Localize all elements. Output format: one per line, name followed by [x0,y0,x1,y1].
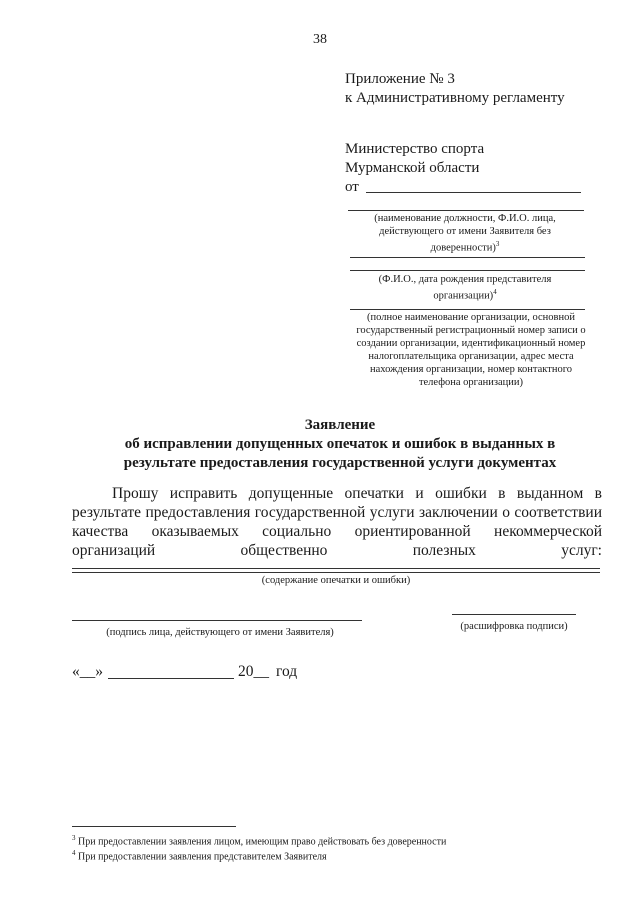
footnote-4: $^4$ При предоставлении заявления представителем Заявителя [72,849,327,863]
signature-underline [72,620,362,621]
footnote-3: $^3$ При предоставлении заявления лицом, имеющим право действовать без доверенности [72,834,447,848]
date-year-word: год [276,663,298,680]
footnote-separator [72,826,236,827]
body-line-1: Прошу исправить допущенные опечатки и ошибки в выданном в [112,485,602,502]
date-month-underline [108,678,234,679]
date-year-prefix: 20__ [238,663,269,680]
addressee-from: от [345,179,359,195]
position-underline [348,210,584,211]
hint-position-name: (наименование должности, Ф.И.О. лица, действующего от имени Заявителя без доверенности)$^3$ [374,213,556,254]
content-underline-2 [72,572,600,573]
page-number: 38 [313,32,327,47]
from-underline [366,192,581,193]
addressee-ministry: Министерство спорта [345,141,485,157]
decode-underline [452,614,576,615]
representative-underline-1 [350,257,585,258]
hint-organization: (полное наименование организации, основной государственный регистрационный номер записи о создании организации, идентификационный номер налогоплательщика организации, адрес места нахождения организации, номер контактного телефона организации) [356,312,586,388]
hint-decode: (расшифровка подписи) [460,621,568,632]
addressee-block [345,140,484,197]
content-underline-1 [72,568,600,569]
hint-signature: (подпись лица, действующего от имени Заявителя) [106,627,334,638]
organization-underline [350,309,585,310]
representative-underline-2 [350,270,585,271]
annex-reference: к Административному регламенту [345,90,565,106]
annex-block [345,70,565,108]
hint-content: (содержание опечатки и ошибки) [261,575,411,586]
body-line-4: организаций общественно полезных услуг: [72,542,602,559]
date-open: «__» [72,663,103,680]
document-title: Заявление об исправлении допущенных опечаток и ошибок в выданных в результате предоставления государственной услуги документах [123,417,557,471]
body-line-3: качества оказываемых социально ориентированной некоммерческой [72,523,602,540]
annex-number: Приложение № 3 [345,71,455,87]
body-line-2: результате предоставления государственной услуги заключении о соответствии [72,504,602,521]
request-body [72,484,602,560]
hint-representative: (Ф.И.О., дата рождения представителя организации)$^4$ [378,274,552,302]
addressee-region: Мурманской области [345,160,480,176]
